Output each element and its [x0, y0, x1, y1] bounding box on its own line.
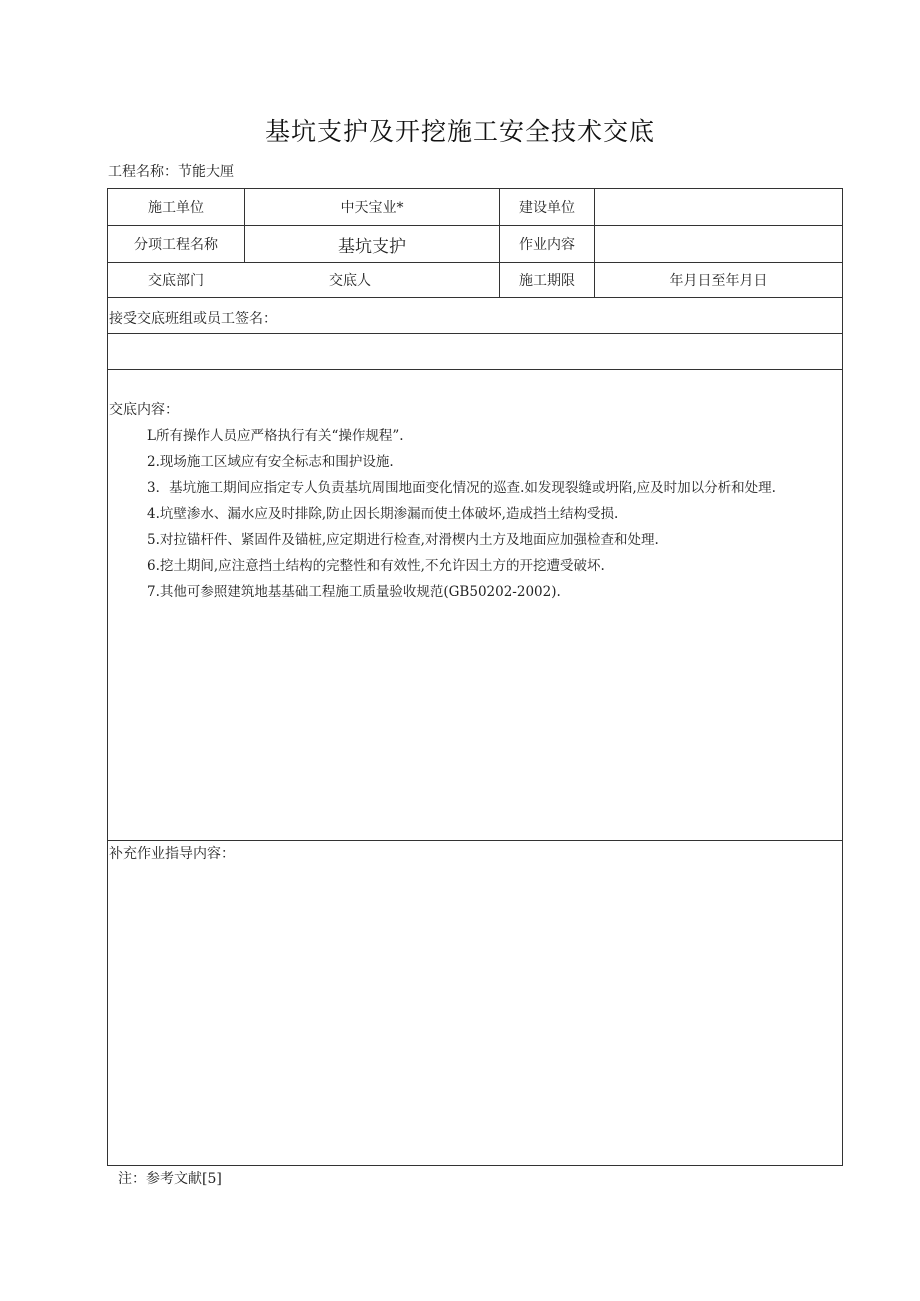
briefing-content-label: 交底内容： — [109, 402, 179, 418]
work-content-label: 作业内容 — [519, 237, 575, 253]
construction-unit-label: 施工单位 — [148, 200, 204, 216]
sub-project-value: 基坑支护 — [338, 236, 406, 257]
document-title: 基坑支护及开挖施工安全技术交底 — [264, 117, 655, 146]
list-item: 4.坑壁渗水、漏水应及时排除,防止因长期渗漏而使土体破坏,造成挡土结构受损. — [147, 506, 619, 522]
work-content-value — [595, 226, 842, 262]
briefing-person-label: 交底人 — [329, 273, 371, 289]
construction-period-label: 施工期限 — [519, 273, 575, 289]
list-item: 5.对拉锚杆件、紧固件及锚桩,应定期进行检查,对滑楔内土方及地面应加强检查和处理. — [147, 532, 659, 548]
list-item: L所有操作人员应严格执行有关“操作规程”. — [147, 428, 404, 444]
list-item: 3．基坑施工期间应指定专人负责基坑周围地面变化情况的巡查.如发现裂缝或坍陷,应及时加以分析和处理. — [147, 480, 776, 496]
construction-period-value: 年月日至年月日 — [669, 273, 768, 289]
supplementary-guidance-label: 补充作业指导内容： — [109, 846, 235, 862]
row-divider — [107, 297, 843, 298]
construction-unit-value: 中天宝业* — [340, 200, 404, 216]
briefing-department-label: 交底部门 — [148, 273, 204, 289]
footnote: 注：参考文献[5] — [118, 1171, 222, 1187]
owner-unit-value — [595, 189, 842, 225]
project-name: 工程名称：节能大厘 — [108, 164, 234, 180]
row-divider — [107, 369, 843, 370]
briefing-table — [107, 188, 843, 1166]
owner-unit-label: 建设单位 — [519, 200, 575, 216]
signature-label: 接受交底班组或员工签名： — [109, 311, 277, 327]
row-divider — [107, 333, 843, 334]
list-item: 2.现场施工区域应有安全标志和围护设施. — [147, 454, 394, 470]
briefing-content-list — [109, 423, 839, 605]
row-divider — [107, 840, 843, 841]
list-item: 7.其他可参照建筑地基基础工程施工质量验收规范(GB50202-2002). — [147, 584, 561, 600]
list-item: 6.挖土期间,应注意挡土结构的完整性和有效性,不允许因土方的开挖遭受破坏. — [147, 558, 605, 574]
sub-project-label: 分项工程名称 — [134, 237, 218, 253]
